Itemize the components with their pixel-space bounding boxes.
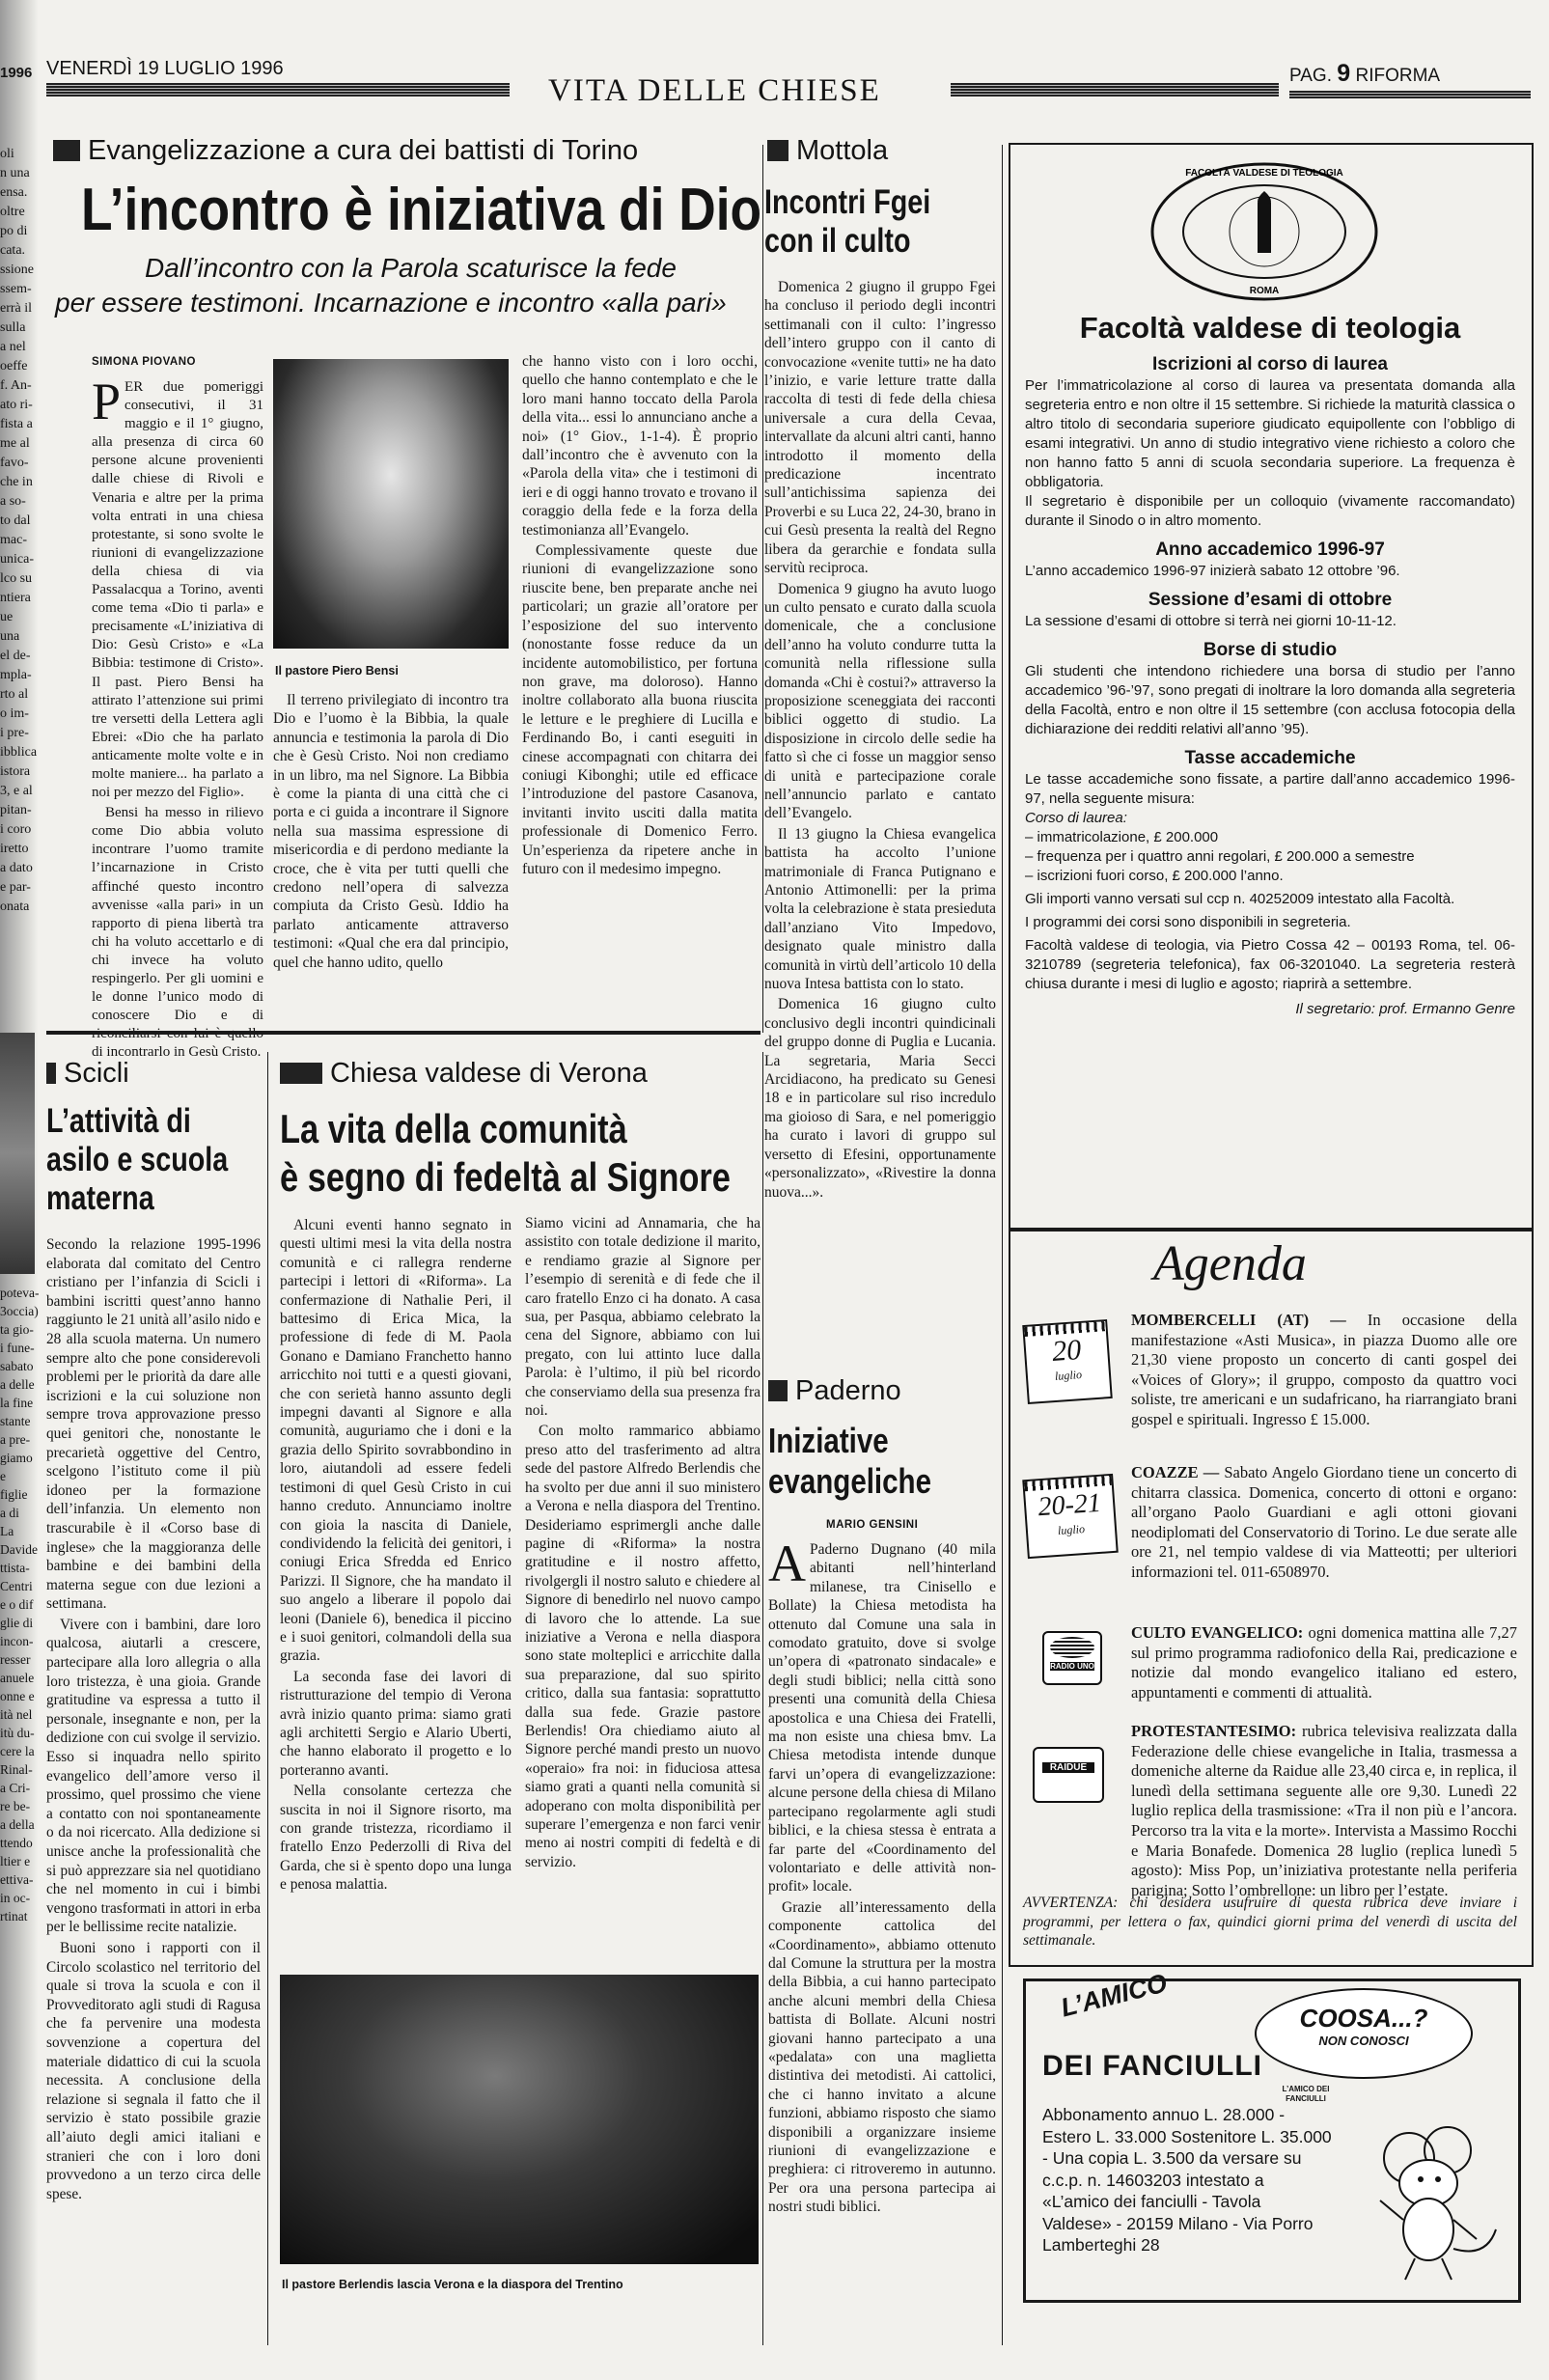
- facolta-h-sessione: Sessione d’esami di ottobre: [1148, 590, 1393, 610]
- edge-fragment-line: re be-: [0, 1799, 31, 1813]
- article1-kicker: [53, 135, 638, 167]
- edge-fragment-line: la fine: [0, 1396, 34, 1410]
- verona-kicker-text: Chiesa valdese di Verona: [330, 1058, 648, 1089]
- paderno-title-1: Iniziative: [768, 1421, 889, 1460]
- facolta-fee-1: – immatricolazione, £ 200.000: [1025, 829, 1219, 845]
- facolta-fee-3: – iscrizioni fuori corso, £ 200.000 l’anno.: [1025, 868, 1284, 884]
- article1-column-3: [522, 352, 758, 880]
- scicli-body: [46, 1235, 261, 2205]
- paderno-kicker-text: Paderno: [795, 1375, 901, 1406]
- edge-fragment-line: onata: [0, 899, 30, 914]
- mottola-p2: Domenica 9 giugno ha avuto luogo un culto pensato e curato dalla scuola domenicale, che a conclusione dell’anno ha voluto condurre tutta la comunità nella riflessione sulla domanda «Chi è costui?» attraverso la proposizione sceneggiata dei racconti biblici oggetto di studio. La disposizione in circolo delle sedie ha fatto sì che ci fosse un maggior senso di unità e partecipazione corale nell’annuncio parlato e cantato dell’Evangelo.: [764, 580, 996, 822]
- verona-column-2: [525, 1214, 761, 1873]
- edge-fragment-line: resser: [0, 1652, 31, 1667]
- photo-pastore-berlendis: [280, 1975, 759, 2264]
- edge-fragment-line: ità nel: [0, 1707, 33, 1722]
- column-divider-verona: [762, 1052, 763, 2345]
- edge-fragment-line: ue una: [0, 610, 20, 644]
- verona-col1-p3: Nella consolante certezza che suscita in noi il Signore risorto, ma con grande tristezza, ricordiamo il fratello Enzo Pederzolli di Riva del Garda, che si è spento dopo una lunga e penosa malattia.: [280, 1783, 512, 1894]
- facolta-title: Facoltà valdese di teologia: [1079, 311, 1461, 345]
- edge-fragment-line: a dato: [0, 861, 33, 875]
- agenda-e2-text: Sabato Angelo Giordano tiene un concerto di chitarra classica. Domenica, concerto di ottoni e organo: all’organo Paolo Guardiani e agli ottoni giovani neodiplomati del Conservatorio di Torino. Le due serate alle ore 21, nel tempio valdese di via Matteotti; per ulteriori informazioni tel. 011-6508970.: [1131, 1463, 1517, 1581]
- article1-col3-p2: Complessivamente queste due riunioni di evangelizzazione sono riuscite bene, ben preparate anche nei particolari; un grazie all’oratore per l’esposizione del suo intervento (nonostante fosse reduce da un incidente automobilistico, per fortuna non grave, ma doloroso). Hanno inoltre collaborato alla buona riuscita le letture e le preghiere di Lucilla e Ferdinando Bo, i canti eseguiti in cinese accompagnati con chitarra dei coniugi Kibonghi; utile ed efficace l’introduzione del pastore Casanova, invitanti invito usciti dalla matita professionale di Domenico Ferro. Un’esperienza da ripetere anche in futuro con il medesimo impegno.: [522, 542, 758, 877]
- article1-col2-p1: Il terreno privilegiato di incontro tra Dio e l’uomo è la Bibbia, la quale annuncia e testimonia la parola di Dio che è Gesù Cristo. Noi non crediamo in un libro, ma nel Signore. La Bibbia è come la pianta di una città che ci porta e ci guida a incontrare il Signore nella sua massima espressione di misericordia e di perdono mediante la croce, che è vita per tutti quelli che credono nell’opera di salvezza compiuta da Cristo Gesù. Iddio ha parlato anticamente attraverso testimoni: «Qual che era dal principio, quel che hanno udito, quello: [273, 692, 509, 971]
- verona-col2-p1: Siamo vicini ad Annamaria, che ha assistito con totale dedizione il marito, e rendiamo grazie al Signore per l’esempio di serenità e di fede che il caro fratello Enzo ci ha donato. A casa sua, per Pasqua, abbiamo celebrato la cena del Signore, abbiamo con lui pregato, con lui attinto luce dalla Parola: è l’ultimo, il più bel ricordo che conserviamo della sua presenza fra noi.: [525, 1215, 761, 1420]
- edge-fragment-line: rto al: [0, 687, 29, 702]
- edge-fragment-line: o im-: [0, 706, 29, 721]
- facolta-body: [1025, 353, 1515, 1019]
- edge-fragment-line: poteva-: [0, 1286, 40, 1300]
- edge-fragment-line: Centri: [0, 1579, 33, 1593]
- agenda-title: Agenda: [1153, 1236, 1307, 1291]
- scicli-p1: Secondo la relazione 1995-1996 elaborata dal comitato del Centro cristiano per l’infanzia di Scicli i bambini iscritti quest’anno hanno raggiunto le 21 unità all’asilo nido e 28 alla scuola materna. Un numero sempre alto che pone considerevoli problemi per le priorità da dare alle iscrizioni e la cui soluzione non sempre trova approvazione presso quei genitori che, nonostante le precarietà oggettive del Centro, scelgono l’istituto come il più idoneo per la formazione dell’infanzia. Un elemento non trascurabile è il «Corso base di inglese» che la maggioranza delle bambine e dei bambini della materna segue con due lezioni a settimana.: [46, 1236, 261, 1613]
- edge-fragment-line: ttendo: [0, 1836, 33, 1850]
- edge-fragment-line: a so-: [0, 494, 26, 509]
- facolta-h-iscrizioni: Iscrizioni al corso di laurea: [1152, 354, 1388, 374]
- paderno-byline: MARIO GENSINI: [826, 1519, 919, 1531]
- mottola-title-2: con il culto: [764, 222, 911, 260]
- paderno-kicker: [768, 1375, 901, 1407]
- article1-subtitle-1: Dall’incontro con la Parola scaturisce la fede: [145, 253, 677, 283]
- edge-fragment-line: 3occia): [0, 1304, 39, 1318]
- edge-fragment-line: i fune-: [0, 1341, 35, 1355]
- scicli-kicker: [46, 1058, 129, 1090]
- edge-fragment-line: rtinat: [0, 1909, 28, 1923]
- facolta-t-programmi: I programmi dei corsi sono disponibili in segreteria.: [1025, 914, 1351, 930]
- edge-column-fragments-2: [0, 1284, 40, 1925]
- facolta-fee-2: – frequenza per i quattro anni regolari, £ 200.000 a semestre: [1025, 848, 1415, 865]
- calendar-day: 20: [1051, 1334, 1083, 1369]
- edge-fragment-line: anuele: [0, 1671, 35, 1685]
- paderno-body: [768, 1535, 996, 2219]
- edge-fragment-line: ettiva-: [0, 1872, 34, 1887]
- kicker-square-icon: [53, 140, 80, 161]
- edge-fragment-line: ato ri-: [0, 398, 33, 412]
- edge-fragment-line: onne e: [0, 1689, 35, 1703]
- seal-text-bottom: ROMA: [1249, 286, 1280, 296]
- edge-fragment-line: i pre-: [0, 726, 29, 740]
- edge-fragment-line: f. An-: [0, 378, 32, 393]
- photo-piero-bensi: [273, 359, 509, 649]
- edge-fragment-line: iretto: [0, 842, 29, 856]
- agenda-e2-lead: COAZZE —: [1131, 1463, 1220, 1481]
- page-label: PAG.: [1289, 66, 1332, 86]
- edge-fragment-line: 3, e al: [0, 784, 33, 798]
- edge-fragment-line: cata.: [0, 243, 26, 258]
- article1-title: L’incontro è iniziativa di Dio: [81, 177, 762, 243]
- photo-caption-bensi: Il pastore Piero Bensi: [275, 664, 399, 678]
- edge-fragment-line: ltier e: [0, 1854, 31, 1868]
- edge-fragment-line: stante: [0, 1414, 31, 1428]
- edge-fragment-line: Rinal-: [0, 1762, 33, 1777]
- scicli-p3: Buoni sono i rapporti con il Circolo scolastico nel territorio del quale si trova la scuola e con il Provveditorato agli studi di Ragusa che fa pervenire una modesta sovvenzione a copertura del materiale didattico di cui la scuola necessita. A conclusione della relazione si segnala il fatto che il servizio è stato possibile grazie all’aiuto degli amici italiani e stranieri che con i loro doni provvedono a un terzo circa delle spese.: [46, 1939, 261, 2202]
- kicker-square-icon: [767, 140, 788, 161]
- edge-fragment-line: errà il: [0, 301, 33, 316]
- facolta-h-borse: Borse di studio: [1203, 640, 1338, 660]
- facolta-t-ccp: Gli importi vanno versati sul ccp n. 40252009 intestato alla Facoltà.: [1025, 891, 1455, 907]
- edge-fragment-line: ssione: [0, 263, 34, 277]
- agenda-e4-text: rubrica televisiva realizzata dalla Federazione delle chiese evangeliche in Italia, trasmessa a domeniche alterne da Raidue alle 23,40 circa e, in replica, il lunedì della settimana seguente alle ore 9,30. Lunedì 22 luglio replica della trasmissione: «Tra il non più e l’ancora. Percorso tra la vita e la morte». Intervista a Massimo Rocchi e Maria Bonafede. Domenica 28 luglio (replica lunedì 5 agosto): Miss Pop, un’iniziativa protestante nella periferia parigina; Sotto l’ombrellone: un libro per l’estate.: [1131, 1722, 1518, 1899]
- masthead-date: VENERDÌ 19 LUGLIO 1996: [46, 58, 284, 79]
- masthead-band-page: [1289, 91, 1531, 98]
- facolta-t-anno: L’anno accademico 1996-97 inizierà sabato 12 ottobre ’96.: [1025, 563, 1400, 579]
- agenda-e1-text: In occasione della manifestazione «Asti Musica», in piazza Duomo alle ore 21,30 viene proposto un concerto di canti gospel dei «Voices of Glory»; il gruppo, composto da quattro voci soliste, tre americani e un sudafricano, ha riarrangiato brani gospel e spirituali. Ingresso £ 15.000.: [1131, 1311, 1518, 1428]
- edge-fragment-line: fista a: [0, 417, 33, 431]
- section-title: VITA DELLE CHIESE: [548, 73, 881, 108]
- edge-fragment-line: istora: [0, 764, 31, 779]
- scicli-title-3: materna: [46, 1179, 154, 1217]
- scicli-title-2: asilo e scuola: [46, 1141, 229, 1178]
- facolta-seal-icon: [1148, 156, 1380, 301]
- bubble-text-1: COOSA...?: [1299, 2004, 1428, 2033]
- agenda-e3-lead: CULTO EVANGELICO:: [1131, 1623, 1304, 1642]
- verona-title-1: La vita della comunità: [280, 1106, 627, 1151]
- article1-dropcap: P: [92, 373, 122, 430]
- edge-fragment-line: ssem-: [0, 282, 32, 296]
- scicli-title-1: L’attività di: [46, 1102, 191, 1140]
- agenda-e1-lead: MOMBERCELLI (AT) —: [1131, 1311, 1346, 1329]
- edge-fragment-line: ibblica: [0, 745, 38, 760]
- agenda-note: AVVERTENZA: chi desidera usufruire di questa rubrica deve inviare i programmi, per lettera o fax, quindici giorni prima del venerdì di uscita del settimanale.: [1023, 1895, 1517, 1950]
- column-divider-scicli: [267, 1052, 268, 2345]
- edge-fragment-line: glie di: [0, 1616, 34, 1630]
- facolta-t-iscrizioni: Per l’immatricolazione al corso di laurea va presentata domanda alla segreteria entro e non oltre il 15 settembre. Si richiede la maturità classica o altro titolo di secondaria superiore giudicato equipollente con l’obbligo di esami integrativi. Un anno di studio integrativo viene richiesto a coloro che non hanno fatto 5 anni di scuola secondaria superiore. La frequenza è obbligatoria.: [1025, 377, 1515, 490]
- agenda-e4-lead: PROTESTANTESIMO:: [1131, 1722, 1297, 1740]
- facolta-corso: Corso di laurea:: [1025, 810, 1127, 826]
- column-divider-right: [1002, 145, 1003, 2345]
- section-divider: [46, 1031, 761, 1035]
- edge-fragment-line: itù du-: [0, 1726, 35, 1740]
- edge-fragment-line: Davide: [0, 1542, 38, 1557]
- calendar-month: luglio: [1057, 1522, 1086, 1537]
- edge-fragment-line: lco su: [0, 571, 33, 586]
- mottola-kicker: [767, 135, 888, 167]
- edge-fragment-line: oltre: [0, 205, 25, 219]
- agenda-entry-protestantesimo: [1023, 1722, 1517, 1900]
- kicker-square-icon: [280, 1063, 322, 1084]
- facolta-signature: Il segretario: prof. Ermanno Genre: [1295, 1001, 1515, 1017]
- agenda-e3-text: ogni domenica mattina alle 7,27 sul primo programma radiofonico della Rai, predicazione e notizie dal mondo evangelico italiano ed estero, appuntamenti e commenti di attualità.: [1131, 1623, 1517, 1702]
- edge-photo-fragment: [0, 1033, 35, 1274]
- article1-col1-p2: Bensi ha messo in rilievo come Dio abbia voluto incontrare l’uomo tramite l’incarnazione in Cristo affinché questo incontro avvenisse «alla pari» in un rapporto di piena libertà tra chi ha voluto accettarlo e di chi invece ha voluto respingerlo. Per gli uomini e le donne l’unico modo di conoscere Dio e di di incontrarlo in Gesù Cristo.: [92, 805, 263, 1061]
- facolta-t-sessione: La sessione d’esami di ottobre si terrà nei giorni 10-11-12.: [1025, 613, 1397, 629]
- edge-fragment-line: unica-: [0, 552, 34, 567]
- mottola-body: [764, 278, 996, 1204]
- seal-text-top: FACOLTÀ VALDESE DI TEOLOGIA: [1185, 168, 1343, 179]
- article1-col3-p1: che hanno visto con i loro occhi, quello che hanno contemplato e che le loro mani hanno toccato della Parola della vita... essi lo annunciano anche a noi» (1° Giov., 1-1-4). È proprio dall’incontro che è avvenuto con la «Parola della vita» che i testimoni di ieri e di oggi hanno trovato e trovano il coraggio della fede e la forza della testimonianza all’Evangelo.: [522, 353, 758, 539]
- article1-subtitle-2: per essere testimoni. Incarnazione e incontro «alla pari»: [55, 288, 727, 318]
- facolta-t-tasse: Le tasse accademiche sono fissate, a partire dall’anno accademico 1996-97, nella seguente misura:: [1025, 771, 1515, 807]
- agenda-entry-mombercelli: [1023, 1311, 1517, 1430]
- edge-fragment-line: e o dif: [0, 1597, 34, 1612]
- edge-fragment-line: i coro: [0, 822, 32, 837]
- edge-fragment-line: e figlie: [0, 1469, 28, 1502]
- edge-fragment-line: mpla-: [0, 668, 32, 682]
- edge-fragment-line: ta gio-: [0, 1322, 34, 1337]
- verona-col1-p2: La seconda fase dei lavori di ristrutturazione del tempio di Verona avrà inizio quanto prima: siamo grati agli architetti Sergio e Alario Uberti, che hanno elaborato il progetto e lo porteranno avanti.: [280, 1668, 512, 1779]
- masthead-band-right: [951, 83, 1279, 97]
- mottola-p4: Domenica 16 giugno culto conclusivo degli incontri quindicinali del gruppo donne di Puglia e Lucania. La segretaria, Maria Secci Arcidiacono, ha predicato su Genesi 18 e in particolare sul riso incredulo ma gioioso di Sara, e nel pomeriggio ha curato i lavori di gruppo sul versetto di Efesini, opportunamente «personalizzato», «Rivestire la donna nuova...».: [764, 996, 996, 1201]
- edge-fragment-line: pitan-: [0, 803, 32, 817]
- column-divider: [762, 145, 763, 1033]
- photo-caption-berlendis: Il pastore Berlendis lascia Verona e la diaspora del Trentino: [282, 2278, 623, 2291]
- speech-bubble-icon: [1255, 1988, 1473, 2079]
- edge-fragment-line: el de-: [0, 649, 31, 663]
- edge-fragment-line: ttista-: [0, 1561, 30, 1575]
- edge-fragment-line: in oc-: [0, 1891, 31, 1905]
- verona-col2-p2: Con molto rammarico abbiamo preso atto del trasferimento ad altra sede del pastore Alfredo Berlendis che ha svolto per due anni il suo ministero a Verona e nella diaspora del Trentino. Desideriamo esprimergli anche dalle pagine di «Riforma» la nostra gratitudine e il nostro affetto, rivolgergli il nostro saluto e chiedere al Signore di benedirlo nel nuovo campo di lavoro che lo attende. La sue iniziative a Verona e nella diaspora sono state molteplici e arricchite dalla sua preparazione, dal suo spirito critico, dalla sua fantasia: soprattutto dalla sua fede. Grazie pastore Berlendis! Ora chiediamo aiuto al Signore perché mandi presto un nuovo «operaio» fra noi: in fiduciosa attesa siamo grati a quanti nella comunità si adoperano con molta disponibilità per superare l’emergenza e non farci venir meno ai nostri compiti di fedeltà e di servizio.: [525, 1423, 761, 1870]
- edge-fragment-line: to dal: [0, 513, 31, 528]
- amico-mini-logo: L’AMICO DEI FANCIULLI: [1282, 2085, 1330, 2103]
- verona-column-1: [280, 1216, 512, 1896]
- article1-kicker-text: Evangelizzazione a cura dei battisti di Torino: [88, 135, 639, 166]
- edge-fragment-line: favo-: [0, 456, 29, 470]
- facolta-t-borse: Gli studenti che intendono richiedere una borsa di studio per l’anno accademico ’96-’97, sono pregati di inoltrare la loro domanda alla segreteria della Facoltà, entro e non oltre il 15 settembre (con acclusa fotocopia della dichiarazione dei redditi relativi all’anno ’95).: [1025, 663, 1515, 737]
- facolta-h-tasse: Tasse accademiche: [1184, 748, 1356, 768]
- article1-column-2: [273, 691, 509, 974]
- page-number-block: [1289, 60, 1440, 88]
- calendar-month: luglio: [1054, 1368, 1083, 1383]
- edge-fragment-line: a nel: [0, 340, 26, 354]
- amico-logo-2: DEI FANCIULLI: [1042, 2050, 1262, 2082]
- edge-fragment-line: a della: [0, 1817, 35, 1832]
- facolta-t-indirizzo: Facoltà valdese di teologia, via Pietro Cossa 42 – 00193 Roma, tel. 06-3210789 (segreteria telefonica), fax 06-3201040. La segreteria resterà chiusa durante i mesi di luglio e agosto; riaprirà a settembre.: [1025, 937, 1515, 992]
- paderno-dropcap: A: [768, 1535, 806, 1592]
- edge-fragment-line: a di La: [0, 1506, 19, 1538]
- tv-label: RAIDUE: [1042, 1762, 1094, 1773]
- masthead-band-left: [46, 83, 510, 97]
- edge-fragment-line: a pre-: [0, 1432, 31, 1447]
- paderno-title-2: evangeliche: [768, 1461, 932, 1501]
- verona-title-2: è segno di fedeltà al Signore: [280, 1154, 731, 1200]
- article1-col1-p1: ER due pomeriggi consecutivi, il 31 maggio e il 1° giugno, alla presenza di circa 60 persone alcune provenienti dalle chiese di Rivoli e Venaria e altre per la prima volta entrati in una chiesa protestante, si sono svolte le riunioni di evangelizzazione della chiesa di via Passalacqua a Torino, aventi come tema «Dio ti parla» e precisamente «L’iniziativa di Dio: Gesù Cristo» e «La Bibbia: testimone di Cristo». Il past. Piero Bensi ha attirato l’attenzione sui primi tre versetti della Lettera agli Ebrei: «Dio che ha parlato anticamente molte volte e in molte maniere... ha parlato a noi per mezzo del Figlio».: [92, 379, 263, 801]
- edge-fragment-line: cere la: [0, 1744, 35, 1758]
- mottola-p3: Il 13 giugno la Chiesa evangelica battista ha accolto l’unione matrimoniale di Franca Putignano e Antonio Attimonelli: per la prima volta la celebrazione è stata presieduta dall’anziano Vito Impedovo, designato quale ministro dalla comunità in virtù dell’articolo 10 della nuova Intesa battista con lo stato.: [764, 825, 996, 993]
- mottola-title-1: Incontri Fgei: [764, 183, 931, 221]
- edge-fragment-line: sulla: [0, 320, 26, 335]
- facolta-h-anno: Anno accademico 1996-97: [1155, 540, 1385, 560]
- paderno-p1: Paderno Dugnano (40 mila abitanti nell’hinterland milanese, tra Cinisello e Bollate) la Chiesa metodista ha ottenuto dal Comune una sala in comodato gratuito, dove si svolge un’opera di «patronato sindacale» e degli studi biblici; nella città sono presenti una comunità della Chiesa apostolica e una Chiesa dei Fratelli, ma non esiste una chiesa bmv. La Chiesa metodista intende dunque farvi un’opera di evangelizzazione: alcune persone della chiesa di Milano partecipano regolarmente agli studi biblici, e la chiesa stessa è entrata a far parte del «Coordinamento del volontariato e delle attività non-profit» locale.: [768, 1541, 996, 1896]
- article1-column-1: [92, 373, 263, 1064]
- edge-fragment-line: me al: [0, 436, 30, 451]
- page-number: 9: [1337, 60, 1351, 87]
- edge-fragment-line: a delle: [0, 1377, 35, 1392]
- calendar-day: 20-21: [1037, 1487, 1102, 1523]
- edge-year: 1996: [0, 65, 33, 81]
- mottola-kicker-text: Mottola: [796, 135, 889, 166]
- scicli-kicker-text: Scicli: [64, 1058, 129, 1089]
- edge-fragment-line: n una: [0, 166, 30, 180]
- facolta-t-colloquio: Il segretario è disponibile per un colloquio (vivamente raccomandato) durante il Sinodo o in altro momento.: [1025, 493, 1515, 529]
- verona-col1-p1: Alcuni eventi hanno segnato in questi ultimi mesi la vita della nostra comunità e ci rallegra renderne partecipi i lettori di «Riforma». La confermazione di Nathalie Peri, il battesimo di Erica Mica, la professione di fede di M. Paola Gonano e Damiano Franchetto hanno arricchito noi tutti e a questi giovani, che con serietà hanno assunto degli impegni davanti al Signore e alla comunità, auguriamo che i doni e la grazia dello Spirito sovrabbondino in loro, aiutandoli ad essere fedeli testimoni di quel Gesù Cristo in cui hanno creduto. Annunciamo inoltre con gioia la nascita di Daniele, condividendo la felicità dei genitori, i coniugi Erica Sfredda ed Enrico Parizzi. Il Signore, che ha mandato il suo angelo a liberare il popolo dai leoni (Daniele 6), benedica il piccino e i suoi genitori, colmandoli della sua grazia.: [280, 1217, 512, 1665]
- amico-text: Abbonamento annuo L. 28.000 - Estero L. 33.000 Sostenitore L. 35.000 - Una copia L. 3.500 da versare su c.c.p. n. 14603203 intestato a «L’amico dei fanciulli - Tavola Valdese» - 20159 Milano - Via Porro Lamberteghi 28: [1042, 2105, 1332, 2255]
- edge-fragment-line: oli: [0, 147, 14, 161]
- edge-fragment-line: ensa.: [0, 185, 28, 200]
- edge-fragment-line: che in: [0, 475, 33, 489]
- paderno-p2: Grazie all’interessamento della componente cattolica del «Coordinamento», abbiamo ottenuto dal Comune la struttura per la mostra della Bibbia, a cui hanno partecipato anche alcuni membri della Chiesa battista di Bollate. Alcuni nostri giovani hanno partecipato a una «pedalata» con una maglietta distintiva dei metodisti. Ai cattolici, che ci hanno invitato a alcune funzioni, abbiamo risposto che siamo disponibili a organizzare insieme riunioni di evangelizzazione e preghiera: ci ritroveremo in autunno. Per ora una persona partecipa ai nostri studi biblici.: [768, 1898, 996, 2216]
- scicli-p2: Vivere con i bambini, dare loro qualcosa, aiutarli a crescere, partecipare alla loro allegria o alla loro tristezza, è una gioia. Grande gratitudine va espressa a tutto il personale, insegnante e non, per la dedizione con cui svolge il servizio. Esso si inquadra nello spirito evangelico dell’amore verso il prossimo, quel prossimo che viene a contatto con noi spontaneamente o da noi ricercato. Alla dedizione si unisce anche la professionalità che si può apprezzare sia nel quotidiano che nel momento in cui i bimbi vengono trasformati in attori in erba per le bellissime recite natalizie.: [46, 1616, 261, 1936]
- edge-fragment-line: po di: [0, 224, 28, 238]
- edge-fragment-line: oeffe: [0, 359, 28, 374]
- edge-fragment-line: sabato: [0, 1359, 34, 1373]
- edge-column-fragments: [0, 145, 38, 917]
- agenda-entry-culto: [1023, 1623, 1517, 1702]
- edge-fragment-line: giamo: [0, 1451, 33, 1465]
- edge-fragment-line: mac-: [0, 533, 27, 547]
- edge-fragment-line: a Cri-: [0, 1781, 31, 1795]
- edge-fragment-line: incon-: [0, 1634, 34, 1648]
- edge-fragment-line: e par-: [0, 880, 31, 895]
- mouse-mascot-icon: [1342, 2094, 1515, 2287]
- paper-name: RIFORMA: [1355, 66, 1441, 86]
- bubble-text-2: NON CONOSCI: [1318, 2034, 1409, 2048]
- article1-byline: SIMONA PIOVANO: [92, 356, 196, 368]
- kicker-square-icon: [46, 1063, 56, 1084]
- amico-logo-1: L’AMICO: [1058, 1968, 1171, 2023]
- kicker-square-icon: [768, 1380, 788, 1401]
- radio-label: RADIO UNO: [1050, 1662, 1094, 1671]
- edge-fragment-line: ntiera: [0, 591, 31, 605]
- mottola-p1: Domenica 2 giugno il gruppo Fgei ha concluso il periodo degli incontri settimanali con il culto: l’ingresso dell’intero gruppo con il canto di convocazione «venite tutti» ne ha dato l’inizio, e varie letture tratte dalla raccolta di testi di fede della chiesa universale a cura della Cevaa, intervallate da alcuni altri canti, hanno introdotto il momento della predicazione incentrato sull’antichissima sapienza dei Proverbi e su Luca 22, 24-30, brano in cui Gesù presenta la realtà del Regno libera da gerarchie e fondata sulla servitù reciproca.: [764, 279, 996, 577]
- verona-kicker: [280, 1058, 648, 1090]
- agenda-entry-coazze: [1023, 1463, 1517, 1583]
